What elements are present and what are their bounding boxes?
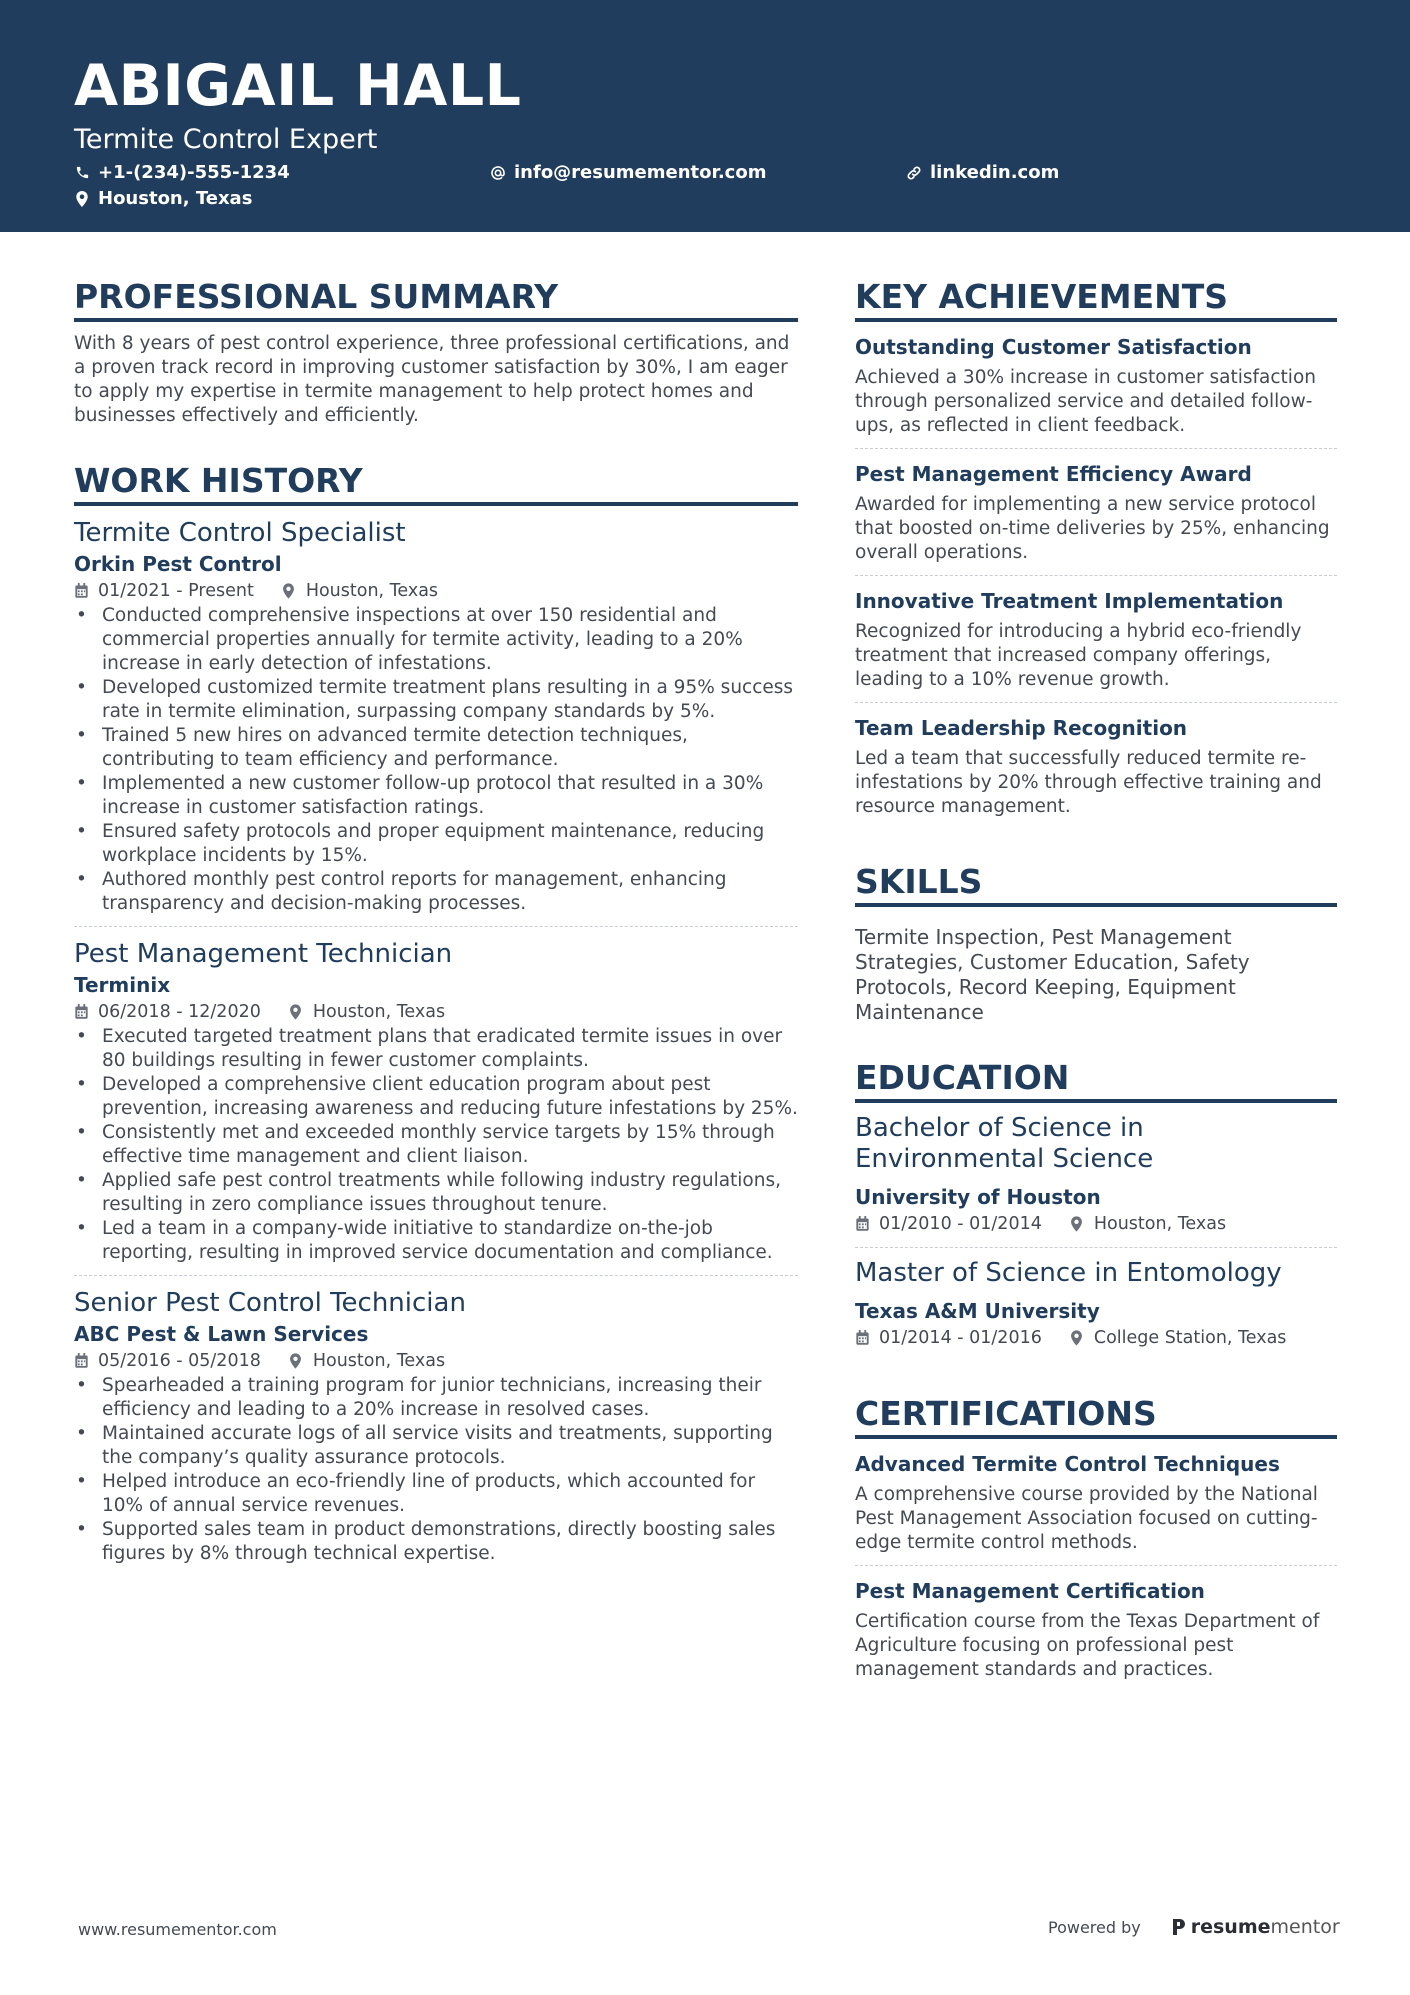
brand-name-bold: resume (1190, 1916, 1271, 1938)
achievement-title: Outstanding Customer Satisfaction (855, 334, 1252, 359)
work-history-heading: WORK HISTORY (74, 462, 798, 506)
job-entry (74, 516, 798, 927)
job-location: Houston, Texas (305, 580, 439, 601)
map-pin-icon (282, 583, 298, 599)
achievement-item (855, 576, 1337, 703)
map-pin-icon (1070, 1330, 1086, 1346)
job-location: Houston, Texas (312, 1001, 446, 1022)
job-bullets (74, 1374, 798, 1566)
job-bullet: • Developed customized termite treatment plans resulting in a 95% success rate in termite elimination, surpassing company standards by 5%. (74, 676, 798, 724)
certifications-heading: CERTIFICATIONS (855, 1395, 1337, 1439)
education-heading: EDUCATION (855, 1059, 1337, 1103)
calendar-icon (74, 1353, 90, 1369)
education-location: Houston, Texas (1093, 1213, 1227, 1234)
certification-item (855, 1566, 1337, 1692)
brand-logo[interactable] (1171, 1916, 1340, 1938)
calendar-icon (74, 583, 90, 599)
candidate-name: ABIGAIL HALL (74, 53, 522, 119)
job-bullet: • Authored monthly pest control reports for management, enhancing transparency and decision-making processes. (74, 868, 798, 916)
education-section (855, 1059, 1337, 1361)
job-meta (74, 1348, 798, 1374)
right-column (855, 278, 1337, 1726)
job-company: ABC Pest & Lawn Services (74, 1321, 369, 1346)
job-bullet: • Conducted comprehensive inspections at over 150 residential and commercial properties annually for termite activity, leading to a 20% increase in early detection of infestations. (74, 604, 798, 676)
job-bullets (74, 1025, 798, 1265)
job-title: Termite Control Specialist (74, 517, 406, 548)
education-location: College Station, Texas (1093, 1327, 1287, 1348)
job-bullet: • Ensured safety protocols and proper equipment maintenance, reducing workplace incidents by 15%. (74, 820, 798, 868)
education-school: Texas A&M University (855, 1298, 1100, 1323)
job-bullet: • Implemented a new customer follow-up protocol that resulted in a 30% increase in customer satisfaction ratings. (74, 772, 798, 820)
brand-mark-icon (1171, 1917, 1187, 1937)
job-bullet: • Helped introduce an eco-friendly line of products, which accounted for 10% of annual service revenues. (74, 1470, 798, 1518)
job-bullet: • Led a team in a company-wide initiative to standardize on-the-job reporting, resulting in improved service documentation and compliance. (74, 1217, 798, 1265)
certifications-section (855, 1395, 1337, 1692)
achievement-desc: Achieved a 30% increase in customer satisfaction through personalized service and detailed follow-ups, as reflected in client feedback. (855, 366, 1316, 436)
phone-text: +1-(234)-555-1234 (98, 162, 290, 183)
summary-heading: PROFESSIONAL SUMMARY (74, 278, 798, 322)
resume-header (0, 0, 1410, 232)
footer-website[interactable]: www.resumementor.com (78, 1920, 277, 1939)
job-dates: 01/2021 - Present (98, 580, 254, 601)
calendar-icon (74, 1004, 90, 1020)
at-icon (490, 165, 506, 181)
phone-icon (74, 165, 90, 181)
job-dates: 06/2018 - 12/2020 (98, 1001, 261, 1022)
job-bullet: • Applied safe pest control treatments while following industry regulations, resulting in zero compliance issues throughout tenure. (74, 1169, 798, 1217)
map-pin-icon (74, 191, 90, 207)
achievement-desc: Recognized for introducing a hybrid eco-friendly treatment that increased company offerings, leading to a 10% revenue growth. (855, 620, 1302, 690)
job-title: Pest Management Technician (74, 938, 453, 969)
skills-text: Termite Inspection, Pest Management Strategies, Customer Education, Safety Protocols, Record Keeping, Equipment Maintenance (855, 924, 1250, 1024)
map-pin-icon (289, 1353, 305, 1369)
calendar-icon (855, 1216, 871, 1232)
contact-phone[interactable] (74, 162, 290, 183)
map-pin-icon (1070, 1216, 1086, 1232)
education-entry (855, 1113, 1337, 1248)
achievement-item (855, 449, 1337, 576)
job-company: Terminix (74, 972, 171, 997)
contact-location (74, 188, 252, 209)
certification-title: Pest Management Certification (855, 1578, 1205, 1603)
job-bullet: • Consistently met and exceeded monthly service targets by 15% through effective time management and client liaison. (74, 1121, 798, 1169)
achievement-title: Team Leadership Recognition (855, 715, 1188, 740)
achievement-item (855, 703, 1337, 829)
certification-title: Advanced Termite Control Techniques (855, 1451, 1280, 1476)
certification-desc: Certification course from the Texas Department of Agriculture focusing on professional pest management standards and practices. (855, 1610, 1320, 1680)
contact-email[interactable] (490, 162, 766, 183)
achievement-title: Pest Management Efficiency Award (855, 461, 1252, 486)
linkedin-text: linkedin.com (930, 162, 1060, 183)
skills-section (855, 863, 1337, 1025)
brand-name-light: mentor (1270, 1916, 1340, 1938)
job-meta (74, 999, 798, 1025)
achievements-heading: KEY ACHIEVEMENTS (855, 278, 1337, 322)
job-bullet: • Developed a comprehensive client education program about pest prevention, increasing awareness and reducing future infestations by 25%. (74, 1073, 798, 1121)
job-entry (74, 1286, 798, 1576)
achievement-item (855, 322, 1337, 449)
education-school: University of Houston (855, 1184, 1101, 1209)
calendar-icon (855, 1330, 871, 1346)
work-history-section (74, 462, 798, 1576)
education-dates: 01/2010 - 01/2014 (879, 1213, 1042, 1234)
email-text: info@resumementor.com (514, 162, 767, 183)
achievement-desc: Led a team that successfully reduced termite re-infestations by 20% through effective training and resource management. (855, 747, 1322, 817)
education-degree: Bachelor of Science in Environmental Science (855, 1112, 1154, 1174)
summary-section (74, 278, 798, 428)
job-bullet: • Maintained accurate logs of all service visits and treatments, supporting the company’s quality assurance protocols. (74, 1422, 798, 1470)
job-title: Senior Pest Control Technician (74, 1287, 466, 1318)
education-degree: Master of Science in Entomology (855, 1257, 1282, 1288)
skills-heading: SKILLS (855, 863, 1337, 907)
job-bullets (74, 604, 798, 916)
job-company: Orkin Pest Control (74, 551, 282, 576)
link-icon (906, 165, 922, 181)
education-meta (855, 1325, 1337, 1351)
achievement-desc: Awarded for implementing a new service protocol that boosted on-time deliveries by 25%, enhancing overall operations. (855, 493, 1330, 563)
job-location: Houston, Texas (312, 1350, 446, 1371)
education-entry (855, 1258, 1337, 1361)
education-meta (855, 1211, 1337, 1237)
job-bullet: • Executed targeted treatment plans that eradicated termite issues in over 80 buildings resulting in fewer customer complaints. (74, 1025, 798, 1073)
footer-powered (1048, 1916, 1340, 1938)
left-column (74, 278, 798, 1610)
contact-linkedin[interactable] (906, 162, 1059, 183)
candidate-role: Termite Control Expert (74, 124, 378, 155)
certification-desc: A comprehensive course provided by the National Pest Management Association focused on cutting-edge termite control methods. (855, 1483, 1318, 1553)
job-bullet: • Supported sales team in product demonstrations, directly boosting sales figures by 8% through technical expertise. (74, 1518, 798, 1566)
certification-item (855, 1439, 1337, 1566)
powered-by-label: Powered by (1048, 1917, 1141, 1937)
job-bullet: • Trained 5 new hires on advanced termite detection techniques, contributing to team efficiency and performance. (74, 724, 798, 772)
education-dates: 01/2014 - 01/2016 (879, 1327, 1042, 1348)
achievements-section (855, 278, 1337, 829)
job-entry (74, 937, 798, 1276)
summary-text: With 8 years of pest control experience, three professional certifications, and a proven track record in improving customer satisfaction by 30%, I am eager to apply my expertise in termite management to help protect homes and businesses effectively and efficiently. (74, 332, 790, 426)
job-meta (74, 578, 798, 604)
location-text: Houston, Texas (98, 188, 253, 209)
map-pin-icon (289, 1004, 305, 1020)
achievement-title: Innovative Treatment Implementation (855, 588, 1284, 613)
job-dates: 05/2016 - 05/2018 (98, 1350, 261, 1371)
job-bullet: • Spearheaded a training program for junior technicians, increasing their efficiency and leading to a 20% increase in resolved cases. (74, 1374, 798, 1422)
